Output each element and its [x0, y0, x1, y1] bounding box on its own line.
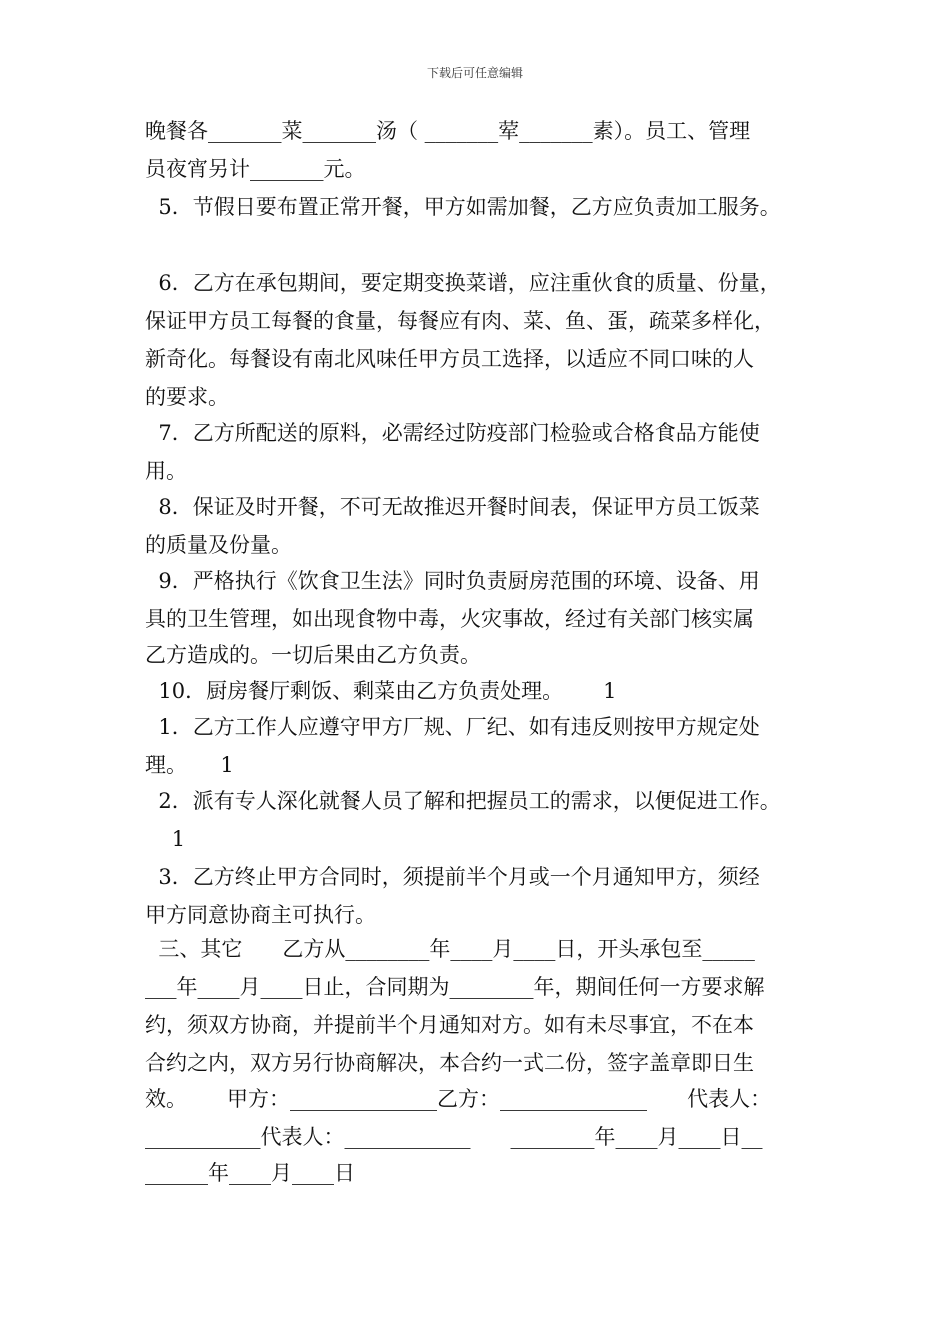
text-line: 5．节假日要布置正常开餐，甲方如需加餐，乙方应负责加工服务。 [145, 195, 781, 219]
text-line: 10．厨房餐厅剩饭、剩菜由乙方负责处理。 1 [145, 679, 617, 703]
text-line: 2．派有专人深化就餐人员了解和把握员工的需求，以便促进工作。 [145, 789, 781, 813]
text-line: 具的卫生管理，如出现食物中毒，火灾事故，经过有关部门核实属 [145, 607, 754, 631]
text-line: 效。 甲方：______________乙方：______________ 代表人： [145, 1087, 772, 1111]
page-header: 下载后可任意编辑 [426, 66, 523, 80]
text-line: 1．乙方工作人应遵守甲方厂规、厂纪、如有违反则按甲方规定处 [145, 715, 760, 739]
text-line: 用。 [145, 459, 187, 483]
text-line: ___年____月____日止，合同期为________年，期间任何一方要求解 [145, 975, 765, 999]
text-line: 9．严格执行《饮食卫生法》同时负责厨房范围的环境、设备、用 [145, 569, 760, 593]
text-line: ___________代表人：____________ ________年____月____日__ [145, 1125, 763, 1149]
text-line: 的要求。 [145, 385, 229, 409]
text-line: 1 [145, 827, 186, 851]
text-line: 约，须双方协商，并提前半个月通知对方。如有未尽事宜，不在本 [145, 1013, 754, 1037]
text-line: 7．乙方所配送的原料，必需经过防疫部门检验或合格食品方能使 [145, 421, 760, 445]
text-line: 乙方造成的。一切后果由乙方负责。 [145, 643, 481, 667]
text-line: 合约之内，双方另行协商解决，本合约一式二份，签字盖章即日生 [145, 1051, 754, 1075]
text-line: 甲方同意协商主可执行。 [145, 903, 376, 927]
text-line: 保证甲方员工每餐的食量，每餐应有肉、菜、鱼、蛋，疏菜多样化， [145, 309, 775, 333]
text-line: 8．保证及时开餐，不可无故推迟开餐时间表，保证甲方员工饭菜 [145, 495, 760, 519]
text-line: 晚餐各_______菜_______汤（ _______荤_______素）。员工、管理 [145, 119, 751, 143]
text-line: 6．乙方在承包期间，要定期变换菜谱，应注重伙食的质量、份量， [145, 271, 781, 295]
text-line: 三、其它 乙方从________年____月____日，开头承包至_____ [145, 937, 755, 961]
text-line: 的质量及份量。 [145, 533, 292, 557]
text-line: 员夜宵另计_______元。 [145, 157, 366, 181]
text-line: 理。 1 [145, 753, 234, 777]
text-line: ______年____月____日 [145, 1161, 355, 1185]
text-line: 3．乙方终止甲方合同时，须提前半个月或一个月通知甲方，须经 [145, 865, 760, 889]
text-line: 新奇化。每餐设有南北风味任甲方员工选择，以适应不同口味的人 [145, 347, 754, 371]
